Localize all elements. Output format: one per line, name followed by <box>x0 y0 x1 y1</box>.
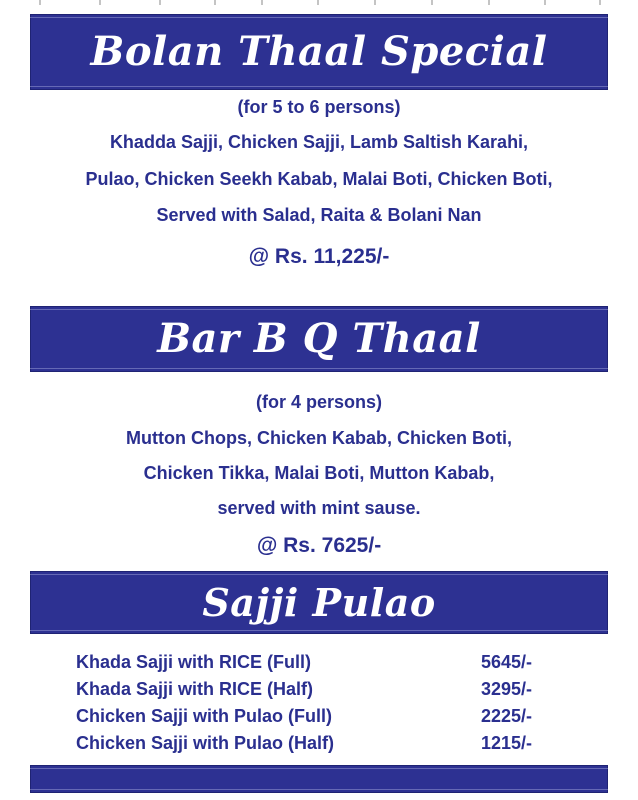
description-line: Pulao, Chicken Seekh Kabab, Malai Boti, Chicken Boti, <box>85 169 553 189</box>
section-title: Bolan Thaal Special <box>90 28 548 75</box>
section-banner-sajji-pulao <box>30 571 608 634</box>
section-title: Sajji Pulao <box>202 579 436 625</box>
serves-note: (for 5 to 6 persons) <box>237 97 401 117</box>
menu-item-price: 1215/- <box>481 733 533 753</box>
section-title: Bar B Q Thaal <box>157 315 481 362</box>
description-line: served with mint sause. <box>217 498 421 518</box>
section-banner-bolan-thaal <box>30 14 608 90</box>
menu-item-row <box>76 733 556 759</box>
menu-item-name: Khada Sajji with RICE (Full) <box>76 652 312 672</box>
menu-item-name: Khada Sajji with RICE (Half) <box>76 679 314 699</box>
menu-item-name: Chicken Sajji with Pulao (Half) <box>76 733 335 753</box>
section-price: @ Rs. 7625/- <box>256 534 382 557</box>
menu-item-row <box>76 706 556 732</box>
menu-item-row <box>76 652 556 678</box>
section-banner-next <box>30 765 608 793</box>
description-line: Served with Salad, Raita & Bolani Nan <box>156 205 482 225</box>
description-line: Khadda Sajji, Chicken Sajji, Lamb Saltish Karahi, <box>109 132 529 152</box>
description-line: Mutton Chops, Chicken Kabab, Chicken Boti, <box>125 428 512 448</box>
serves-note: (for 4 persons) <box>255 392 383 412</box>
menu-item-price: 5645/- <box>481 652 533 672</box>
menu-item-row <box>76 679 556 705</box>
section-price: @ Rs. 11,225/- <box>248 245 390 268</box>
description-line: Chicken Tikka, Malai Boti, Mutton Kabab, <box>143 463 495 483</box>
section-banner-bar-b-q-thaal <box>30 306 608 372</box>
menu-item-name: Chicken Sajji with Pulao (Full) <box>76 706 333 726</box>
menu-item-price: 3295/- <box>481 679 533 699</box>
menu-item-price: 2225/- <box>481 706 533 726</box>
top-edge-ticks <box>0 0 638 10</box>
